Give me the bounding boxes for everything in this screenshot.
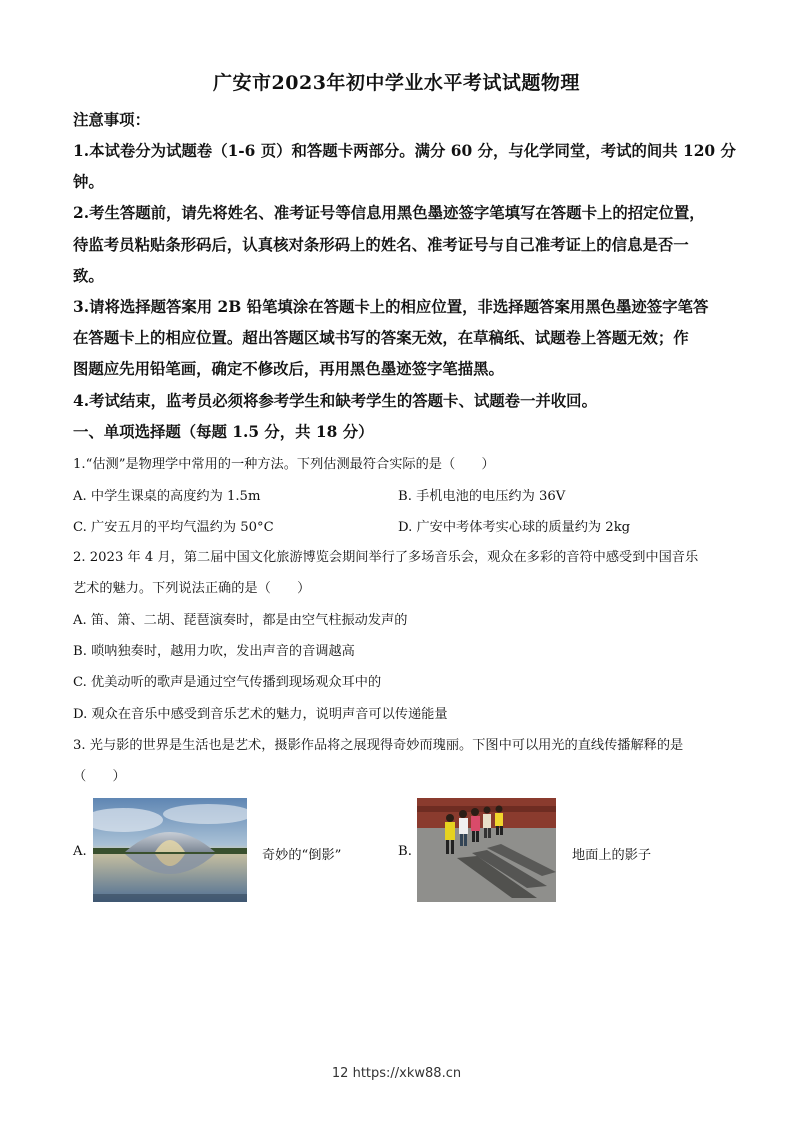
q3-option-a-letter: A.	[73, 844, 87, 859]
page-title: 广安市2023年初中学业水平考试试题物理	[213, 72, 580, 94]
notice-line-6: 3.请将选择题答案用 2B 铅笔填涂在答题卡上的相应位置，非选择题答案用黑色墨迹签字笔答	[73, 298, 709, 316]
notice-heading: 注意事项：	[73, 111, 150, 129]
q2-option-a: A. 笛、箫、二胡、琵琶演奏时，都是由空气柱振动发声的	[73, 613, 408, 628]
q2-option-c: C. 优美动听的歌声是通过空气传播到现场观众耳中的	[73, 675, 382, 690]
notice-line-1: 1.本试卷分为试题卷（1-6 页）和答题卡两部分。满分 60 分，与化学同堂，考试的间共 120 分	[73, 142, 736, 160]
q1-option-b: B. 手机电池的电压约为 36V	[398, 489, 566, 504]
notice-line-8: 图题应先用铅笔画，确定不修改后，再用黑色墨迹签字笔描黑。	[73, 360, 504, 378]
notice-line-9: 4.考试结束，监考员必须将参考学生和缺考学生的答题卡、试题卷一并收回。	[73, 392, 597, 410]
q3-stem-line-2: （ ）	[73, 769, 126, 784]
notice-line-3: 2.考生答题前，请先将姓名、准考证号等信息用黑色墨迹签字笔填写在答题卡上的招定位置，	[73, 204, 705, 222]
q3-stem-line-1: 3. 光与影的世界是生活也是艺术，摄影作品将之展现得奇妙而瑰丽。下图中可以用光的直线传播解释的是	[73, 738, 684, 753]
q1-option-d: D. 广安中考体考实心球的质量约为 2kg	[398, 520, 631, 535]
q3-option-b-letter: B.	[398, 844, 412, 859]
q1-option-c: C. 广安五月的平均气温约为 50°C	[73, 520, 274, 535]
notice-line-2: 钟。	[73, 173, 104, 191]
notice-line-7: 在答题卡上的相应位置。超出答题区域书写的答案无效，在草稿纸、试题卷上答题无效；作	[73, 329, 689, 347]
q3-option-a-caption: 奇妙的“倒影”	[262, 848, 342, 863]
q3-option-b-caption: 地面上的影子	[572, 848, 652, 863]
q1-stem: 1.“估测”是物理学中常用的一种方法。下列估测最符合实际的是（ ）	[73, 457, 495, 472]
q2-option-d: D. 观众在音乐中感受到音乐艺术的魅力，说明声音可以传递能量	[73, 707, 448, 722]
notice-line-4: 待监考员粘贴条形码后，认真核对条形码上的姓名、准考证号与自己准考证上的信息是否一	[73, 236, 689, 254]
q2-stem-line-1: 2. 2023 年 4 月，第二届中国文化旅游博览会期间举行了多场音乐会，观众在多彩的音符中感受到中国音乐	[73, 550, 699, 565]
notice-line-5: 致。	[73, 267, 104, 285]
q2-stem-line-2: 艺术的魅力。下列说法正确的是（ ）	[73, 581, 311, 596]
q1-option-a: A. 中学生课桌的高度约为 1.5m	[73, 489, 261, 504]
ground-shadows-photo	[417, 798, 556, 902]
opera-house-reflection-photo	[93, 798, 247, 902]
page-footer: 12 https://xkw88.cn	[331, 1066, 462, 1081]
section-heading: 一、单项选择题（每题 1.5 分，共 18 分）	[73, 423, 374, 441]
q2-option-b: B. 唢呐独奏时，越用力吹，发出声音的音调越高	[73, 644, 355, 659]
